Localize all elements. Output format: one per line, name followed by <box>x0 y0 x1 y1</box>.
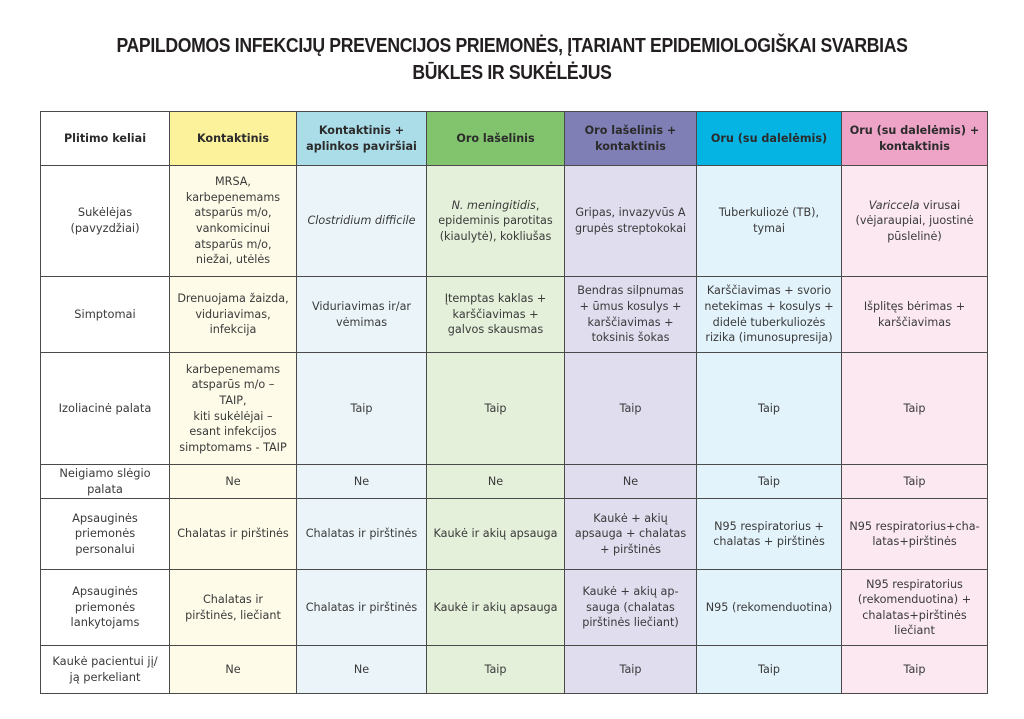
cell-text-line: Chalatas ir <box>202 593 264 607</box>
cell-text-line: viduriavimas, <box>195 307 271 321</box>
cell-text-line: Kaukė pacientui jį/ <box>52 654 158 669</box>
row-label-patient-mask-transfer <box>41 646 170 694</box>
table-row-pathogen-examples <box>41 166 988 277</box>
cell-staff-protection-airborne <box>697 499 842 570</box>
cell-patient-mask-transfer-airborne-contact <box>842 646 988 694</box>
cell-symptoms-airborne <box>697 277 842 353</box>
cell-text-line: kiti sukėlėjai – <box>193 409 273 423</box>
cell-text-line: Išplitęs bėrimas + <box>863 299 966 313</box>
cell-text-line: N95 respiratorius+cha- <box>849 519 980 533</box>
cell-isolation-room-droplet <box>427 353 565 465</box>
table-row-negative-pressure-room <box>41 465 988 499</box>
cell-text-line: Apsauginės <box>72 510 138 525</box>
cell-text-line: Taip <box>484 401 507 415</box>
cell-text-line: N. meningitidis, <box>451 198 540 212</box>
cell-text-line: Ne <box>225 662 241 676</box>
cell-pathogen-examples-droplet-contact <box>565 166 697 277</box>
cell-visitor-protection-contact <box>170 570 297 646</box>
cell-text-line: Taip <box>903 662 926 676</box>
cell-visitor-protection-droplet <box>427 570 565 646</box>
cell-text-line: Plitimo keliai <box>63 131 147 145</box>
cell-text-line: Oru (su dalelėmis) <box>710 131 828 145</box>
cell-staff-protection-droplet <box>427 499 565 570</box>
header-contact-surfaces <box>297 112 427 166</box>
cell-text-line: vankomicinui <box>195 222 271 235</box>
cell-text-line: niežai, utėlės <box>195 253 271 267</box>
cell-text-line: karščiavimas + <box>587 315 674 329</box>
cell-visitor-protection-airborne <box>697 570 842 646</box>
cell-text-line: N95 (rekomenduotina) <box>705 600 833 614</box>
table-row-symptoms <box>41 277 988 353</box>
cell-text-line: Gripas, invazyvūs A <box>575 206 686 220</box>
cell-symptoms-droplet-contact <box>565 277 697 353</box>
document-title-line-1: PAPILDOMOS INFEKCIJŲ PREVENCIJOS PRIEMONĖS, ĮTARIANT EPIDEMIOLOGIŠKAI SVARBIAS <box>116 34 908 57</box>
cell-text-line: Izoliacinė palata <box>58 400 152 415</box>
cell-negative-pressure-room-droplet <box>427 465 565 499</box>
row-label-negative-pressure-room <box>41 465 170 499</box>
cell-text-line: + pirštinės <box>600 542 661 556</box>
cell-pathogen-examples-airborne <box>697 166 842 277</box>
cell-text-line: MRSA, <box>215 175 251 189</box>
cell-text-line: N95 respiratorius <box>866 577 963 591</box>
cell-text-line: Sukėlėjas <box>77 205 133 220</box>
document-title-line-2: BŪKLES IR SUKĖLĖJUS <box>412 61 612 84</box>
cell-text-line: Apsauginės <box>72 584 138 599</box>
cell-text-line: pūslelinė) <box>887 229 942 243</box>
cell-text-line: liečiant <box>894 624 935 638</box>
cell-text-line: karbepenemams <box>185 190 281 204</box>
cell-negative-pressure-room-airborne <box>697 465 842 499</box>
cell-text-line: grupės streptokokai <box>574 222 687 235</box>
cell-text-line: Kontaktinis <box>196 131 270 145</box>
cell-text-line: Oro lašelinis <box>456 131 535 145</box>
cell-patient-mask-transfer-contact-surfaces <box>297 646 427 694</box>
cell-text-line: Taip <box>619 662 642 676</box>
cell-isolation-room-airborne-contact <box>842 353 988 465</box>
cell-text-line: Kontaktinis + <box>318 123 405 137</box>
header-droplet <box>427 112 565 166</box>
cell-text-line: N95 respiratorius + <box>714 519 824 533</box>
header-airborne <box>697 112 842 166</box>
cell-text-line: Kaukė ir akių apsauga <box>433 527 558 541</box>
cell-text-line: karščiavimas <box>878 315 951 329</box>
cell-staff-protection-contact <box>170 499 297 570</box>
cell-pathogen-examples-contact <box>170 166 297 277</box>
cell-text-line: Chalatas ir pirštinės <box>305 600 418 614</box>
cell-isolation-room-contact <box>170 353 297 465</box>
row-label-pathogen-examples <box>41 166 170 277</box>
row-label-staff-protection <box>41 499 170 570</box>
cell-text-line: Drenuojama žaizda, <box>177 292 289 306</box>
cell-text-line: toksinis šokas <box>591 331 670 345</box>
cell-text-line: didelė tuberkuliozės <box>712 315 826 329</box>
cell-text-line: (vėjaraupiai, juostinė <box>855 214 974 228</box>
cell-text-line: latas+pirštinės <box>872 535 957 549</box>
cell-pathogen-examples-droplet <box>427 166 565 277</box>
row-label-isolation-room <box>41 353 170 465</box>
cell-text-line: Kaukė + akių <box>593 511 668 525</box>
cell-text-line: aplinkos paviršiai <box>306 139 417 153</box>
cell-text-line: (kiaulytė), kokliušas <box>439 229 552 243</box>
cell-text-line: Taip <box>757 474 781 488</box>
cell-text-line: rizika (imunosupresija) <box>705 331 833 345</box>
cell-text-line: Taip <box>757 662 781 676</box>
cell-text-line: atsparūs m/o – <box>191 378 275 392</box>
cell-text-line: Tuberkuliozė (TB), <box>718 206 820 220</box>
cell-negative-pressure-room-contact-surfaces <box>297 465 427 499</box>
cell-text-line: vėmimas <box>335 315 388 329</box>
infection-prevention-table <box>40 111 988 694</box>
header-droplet-contact <box>565 112 697 166</box>
cell-text-line: apsauga + chalatas <box>574 527 687 541</box>
cell-text-line: palata <box>87 481 123 496</box>
cell-text-line: pirštinės liečiant) <box>582 616 679 630</box>
cell-text-line: Oro lašelinis + <box>584 123 677 137</box>
cell-text-line: (rekomenduotina) + <box>857 593 972 607</box>
cell-negative-pressure-room-contact <box>170 465 297 499</box>
cell-text-line: Chalatas ir pirštinės <box>305 527 418 541</box>
cell-patient-mask-transfer-droplet-contact <box>565 646 697 694</box>
cell-text-line: netekimas + kosulys + <box>704 299 834 313</box>
cell-text-line: Simptomai <box>74 306 136 321</box>
cell-text-line: Oru (su dalelėmis) + <box>849 123 980 137</box>
cell-text-line: Ne <box>225 474 241 488</box>
cell-text-line: kontaktinis <box>595 139 666 153</box>
cell-isolation-room-contact-surfaces <box>297 353 427 465</box>
cell-staff-protection-contact-surfaces <box>297 499 427 570</box>
cell-text-line: ją perkeliant <box>69 669 141 684</box>
cell-symptoms-contact <box>170 277 297 353</box>
cell-text-line: Variccela virusai <box>868 198 961 212</box>
table-row-visitor-protection <box>41 570 988 646</box>
cell-text-line: Taip <box>757 401 781 415</box>
cell-pathogen-examples-airborne-contact <box>842 166 988 277</box>
cell-text-line: atsparūs m/o, <box>194 237 272 251</box>
cell-text-line: pirštinės, liečiant <box>185 608 281 622</box>
cell-text-line: karščiavimas + <box>452 307 539 321</box>
cell-text-line: Įtemptas kaklas + <box>444 292 547 306</box>
cell-text-line: kontaktinis <box>879 139 950 153</box>
cell-text-line: atsparūs m/o, <box>194 206 272 220</box>
row-label-visitor-protection <box>41 570 170 646</box>
table-row-isolation-room <box>41 353 988 465</box>
cell-isolation-room-droplet-contact <box>565 353 697 465</box>
cell-text-line: chalatas+pirštinės <box>862 608 967 622</box>
cell-visitor-protection-contact-surfaces <box>297 570 427 646</box>
cell-text-line: Taip <box>484 662 507 676</box>
header-transmission-routes <box>41 112 170 166</box>
cell-text-line: Ne <box>622 474 639 488</box>
cell-text-line: Kaukė + akių ap- <box>582 585 679 599</box>
cell-negative-pressure-room-airborne-contact <box>842 465 988 499</box>
cell-symptoms-droplet <box>427 277 565 353</box>
cell-patient-mask-transfer-contact <box>170 646 297 694</box>
cell-pathogen-examples-contact-surfaces <box>297 166 427 277</box>
cell-text-line: Taip <box>350 401 373 415</box>
cell-visitor-protection-airborne-contact <box>842 570 988 646</box>
cell-text-line: esant infekcijos <box>189 425 277 439</box>
cell-text-line: Ne <box>353 662 370 676</box>
cell-patient-mask-transfer-airborne <box>697 646 842 694</box>
cell-text-line: sauga (chalatas <box>586 600 675 614</box>
cell-text-line: chalatas + pirštinės <box>713 535 825 549</box>
cell-text-line: epideminis parotitas <box>438 214 553 228</box>
cell-text-line: Chalatas ir pirštinės <box>177 527 289 541</box>
cell-symptoms-contact-surfaces <box>297 277 427 353</box>
cell-negative-pressure-room-droplet-contact <box>565 465 697 499</box>
cell-text-line: Kaukė ir akių apsauga <box>433 600 558 614</box>
cell-text-line: tymai <box>753 222 785 235</box>
cell-text-line: lankytojams <box>70 615 140 630</box>
cell-visitor-protection-droplet-contact <box>565 570 697 646</box>
document-title <box>72 32 953 86</box>
cell-staff-protection-airborne-contact <box>842 499 988 570</box>
cell-text-line: Neigiamo slėgio <box>59 466 151 480</box>
cell-text-line: simptomams - TAIP <box>179 440 287 454</box>
table-row-patient-mask-transfer <box>41 646 988 694</box>
cell-patient-mask-transfer-droplet <box>427 646 565 694</box>
cell-text-line: Taip <box>903 401 926 415</box>
cell-text-line: Ne <box>487 474 504 488</box>
cell-text-line: TAIP, <box>219 393 247 407</box>
header-contact <box>170 112 297 166</box>
cell-symptoms-airborne-contact <box>842 277 988 353</box>
cell-text-line: personalui <box>75 541 135 556</box>
cell-text-line: karbepenemams <box>185 362 281 376</box>
cell-text-line: priemonės <box>74 599 136 614</box>
table-row-staff-protection <box>41 499 988 570</box>
cell-staff-protection-droplet-contact <box>565 499 697 570</box>
cell-text-line: Bendras silpnumas <box>577 284 684 298</box>
cell-text-line: + ūmus kosulys + <box>579 299 682 313</box>
header-airborne-contact <box>842 112 988 166</box>
cell-text-line: Viduriavimas ir/ar <box>311 299 412 313</box>
cell-text-line: Clostridium difficile <box>307 214 416 228</box>
cell-text-line: Ne <box>353 474 370 488</box>
cell-text-line: infekcija <box>209 323 257 337</box>
cell-text-line: Taip <box>903 474 926 488</box>
cell-text-line: priemonės <box>74 526 136 541</box>
cell-text-line: galvos skausmas <box>447 323 544 337</box>
cell-text-line: Karščiavimas + svorio <box>706 284 832 298</box>
row-label-symptoms <box>41 277 170 353</box>
cell-isolation-room-airborne <box>697 353 842 465</box>
cell-text-line: (pavyzdžiai) <box>70 221 140 235</box>
cell-text-line: Taip <box>619 401 642 415</box>
header-row <box>41 112 988 166</box>
